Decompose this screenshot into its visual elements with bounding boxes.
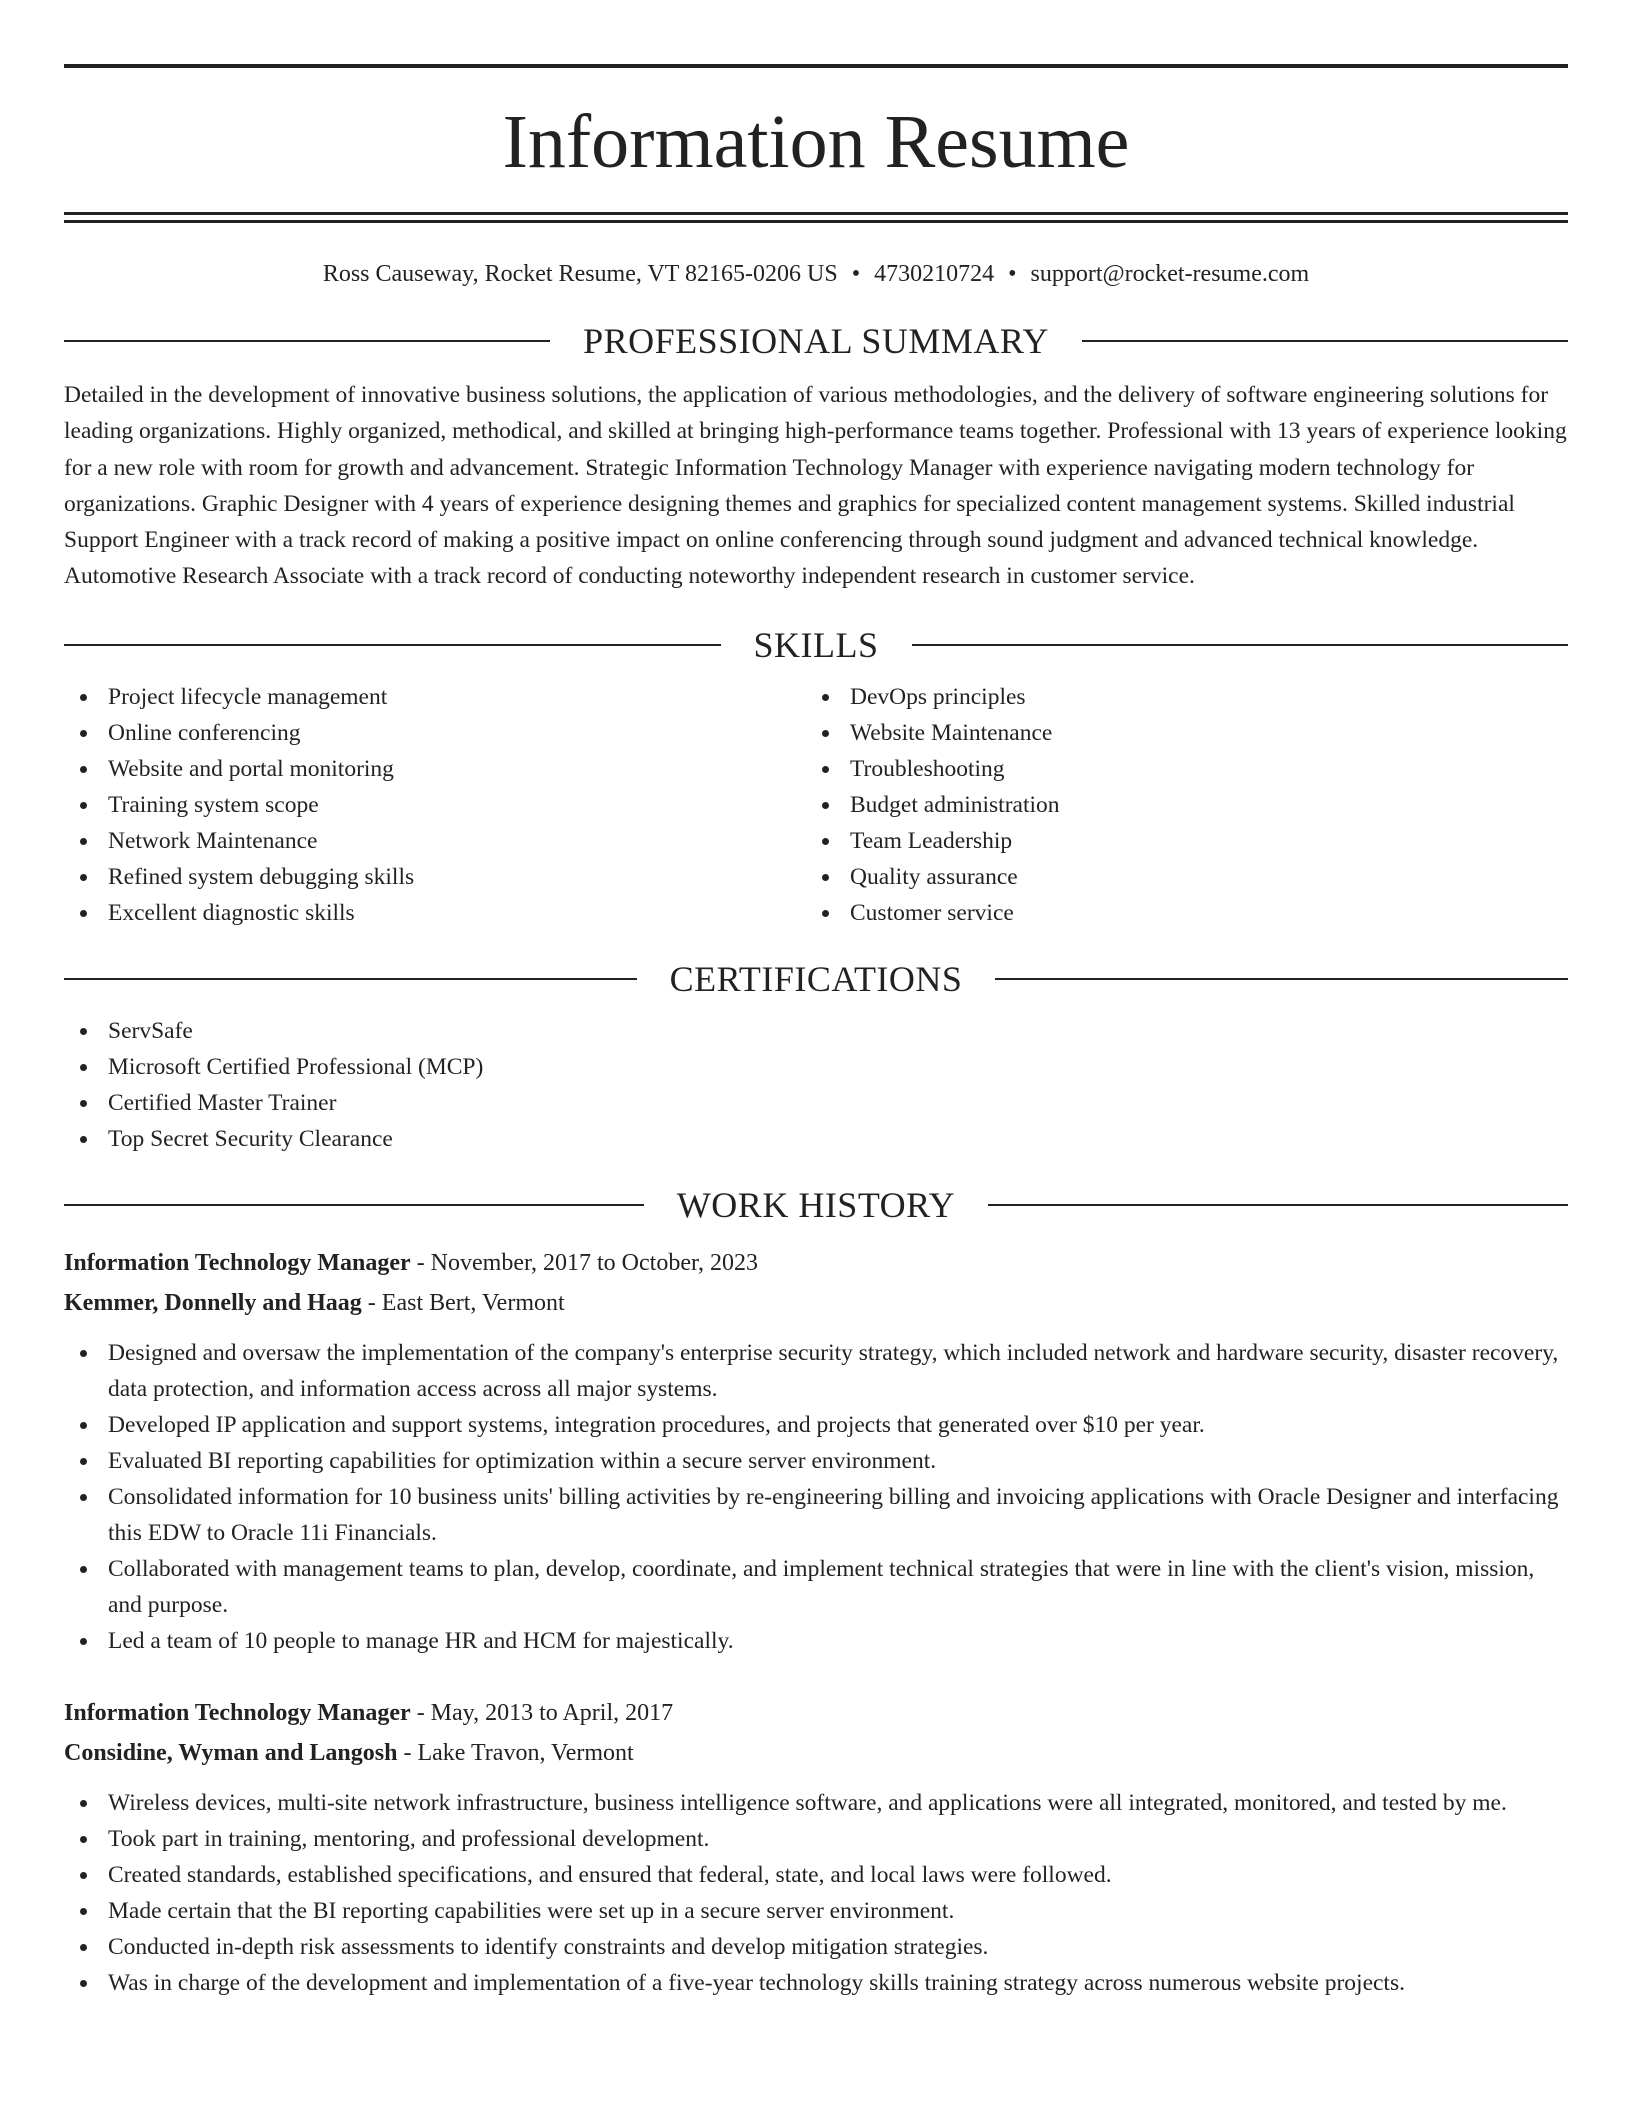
job-company-line bbox=[64, 1283, 1568, 1323]
heading-rule-left bbox=[64, 1204, 644, 1206]
job-duties bbox=[64, 1785, 1568, 2001]
skills-heading-label: SKILLS bbox=[753, 624, 879, 665]
certification-item: Certified Master Trainer bbox=[64, 1085, 1568, 1121]
job-location: - East Bert, Vermont bbox=[361, 1289, 565, 1316]
job-location: - Lake Travon, Vermont bbox=[397, 1739, 634, 1766]
job-company-line bbox=[64, 1733, 1568, 1773]
skills-heading bbox=[64, 625, 1568, 665]
heading-rule-right bbox=[995, 978, 1568, 980]
resume-title: Information Resume bbox=[502, 100, 1130, 184]
contact-separator: • bbox=[1008, 261, 1017, 287]
job-duty: Developed IP application and support systems, integration procedures, and projects that generated over $10 per year. bbox=[64, 1407, 1568, 1443]
job-duty: Led a team of 10 people to manage HR and HCM for majestically. bbox=[64, 1623, 1568, 1659]
skill-item: Online conferencing bbox=[64, 715, 806, 751]
skill-item: Excellent diagnostic skills bbox=[64, 895, 806, 931]
heading-rule-left bbox=[64, 340, 550, 342]
job-title: Information Technology Manager bbox=[64, 1249, 411, 1276]
skill-item: Troubleshooting bbox=[806, 751, 1548, 787]
skill-item: Team Leadership bbox=[806, 823, 1548, 859]
resume-page bbox=[64, 64, 1568, 2001]
job-duty: Conducted in-depth risk assessments to identify constraints and develop mitigation strategies. bbox=[64, 1929, 1568, 1965]
skill-item: Quality assurance bbox=[806, 859, 1548, 895]
skills-column-right bbox=[806, 679, 1548, 931]
work-history-heading bbox=[64, 1185, 1568, 1225]
skill-item: Refined system debugging skills bbox=[64, 859, 806, 895]
heading-rule-left bbox=[64, 644, 721, 646]
job-duty: Was in charge of the development and implementation of a five-year technology skills training strategy across numerous website projects. bbox=[64, 1965, 1568, 2001]
contact-email[interactable]: support@rocket-resume.com bbox=[1030, 261, 1310, 287]
contact-line bbox=[64, 259, 1568, 289]
certifications-list bbox=[64, 1013, 1568, 1157]
contact-address: Ross Causeway, Rocket Resume, VT 82165-0206 US bbox=[322, 261, 838, 287]
skill-item: Website Maintenance bbox=[806, 715, 1548, 751]
skill-item: Customer service bbox=[806, 895, 1548, 931]
job-dates: - November, 2017 to October, 2023 bbox=[410, 1249, 759, 1276]
job-duty: Created standards, established specifications, and ensured that federal, state, and local laws were followed. bbox=[64, 1857, 1568, 1893]
job-duty: Consolidated information for 10 business units' billing activities by re-engineering billing and invoicing applications with Oracle Designer and interfacing this EDW to Oracle 11i Financials. bbox=[64, 1479, 1568, 1551]
work-history-heading-label: WORK HISTORY bbox=[676, 1184, 956, 1225]
job-entry bbox=[64, 1693, 1568, 2001]
summary-text: Detailed in the development of innovative business solutions, the application of various methodologies, and the delivery of software engineering solutions for leading organizations. Highly organized, methodical, and skilled at bringing high-performance teams together. Professional with 13 years of experience looking for a new role with room for growth and advancement. Strategic Information Technology Manager with experience navigating modern technology for organizations. Graphic Designer with 4 years of experience designing themes and graphics for specialized content management systems. Skilled industrial Support Engineer with a track record of making a positive impact on online conferencing through sound judgment and advanced technical knowledge. Automotive Research Associate with a track record of conducting noteworthy independent research in customer service. bbox=[64, 382, 1567, 590]
skill-item: Website and portal monitoring bbox=[64, 751, 806, 787]
contact-separator: • bbox=[851, 261, 861, 287]
job-company: Kemmer, Donnelly and Haag bbox=[64, 1289, 362, 1316]
skill-item: DevOps principles bbox=[806, 679, 1548, 715]
certification-item: Top Secret Security Clearance bbox=[64, 1121, 1568, 1157]
skill-item: Project lifecycle management bbox=[64, 679, 806, 715]
certifications-heading-label: CERTIFICATIONS bbox=[669, 958, 963, 999]
heading-rule-right bbox=[1082, 340, 1568, 342]
job-duty: Collaborated with management teams to plan, develop, coordinate, and implement technical strategies that were in line with the client's vision, mission, and purpose. bbox=[64, 1551, 1568, 1623]
job-title-line bbox=[64, 1693, 1568, 1733]
certification-item: Microsoft Certified Professional (MCP) bbox=[64, 1049, 1568, 1085]
skill-item: Training system scope bbox=[64, 787, 806, 823]
job-entry bbox=[64, 1243, 1568, 1659]
certification-item: ServSafe bbox=[64, 1013, 1568, 1049]
heading-rule-right bbox=[988, 1204, 1568, 1206]
summary-heading-label: PROFESSIONAL SUMMARY bbox=[583, 321, 1049, 361]
job-title: Information Technology Manager bbox=[64, 1699, 411, 1726]
title-double-rule bbox=[64, 212, 1568, 223]
job-duty: Evaluated BI reporting capabilities for optimization within a secure server environment. bbox=[64, 1443, 1568, 1479]
job-duty: Designed and oversaw the implementation of the company's enterprise security strategy, which included network and hardware security, disaster recovery, data protection, and information access across all major systems. bbox=[64, 1335, 1568, 1407]
contact-phone: 4730210724 bbox=[874, 261, 995, 287]
skills-list bbox=[64, 679, 1568, 931]
job-company: Considine, Wyman and Langosh bbox=[64, 1739, 398, 1766]
heading-rule-left bbox=[64, 978, 637, 980]
job-duty: Made certain that the BI reporting capabilities were set up in a secure server environment. bbox=[64, 1893, 1568, 1929]
job-duty: Wireless devices, multi-site network infrastructure, business intelligence software, and applications were all integrated, monitored, and tested by me. bbox=[64, 1785, 1568, 1821]
certifications-heading bbox=[64, 959, 1568, 999]
job-duty: Took part in training, mentoring, and professional development. bbox=[64, 1821, 1568, 1857]
skills-column-left bbox=[64, 679, 806, 931]
summary-heading bbox=[64, 321, 1568, 361]
job-title-line bbox=[64, 1243, 1568, 1283]
job-dates: - May, 2013 to April, 2017 bbox=[410, 1699, 674, 1726]
heading-rule-right bbox=[912, 644, 1569, 646]
skill-item: Network Maintenance bbox=[64, 823, 806, 859]
job-duties bbox=[64, 1335, 1568, 1659]
skill-item: Budget administration bbox=[806, 787, 1548, 823]
